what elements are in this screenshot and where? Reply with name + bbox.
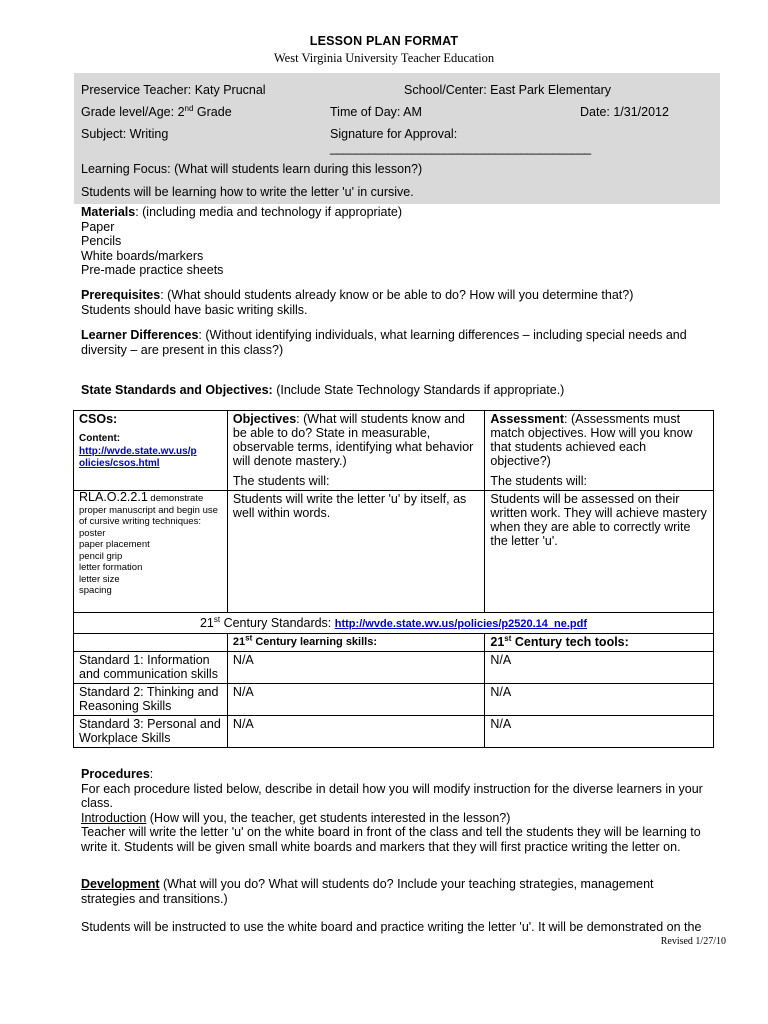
prerequisites-note: : (What should students already know or be able to do? How will you determine that?) — [160, 288, 634, 302]
materials-section — [81, 205, 402, 278]
tools-heading — [485, 634, 714, 652]
assessment-text-cell: Students will be assessed on their written work. They will achieve mastery when they are able to correctly write the letter 'u'. — [485, 491, 714, 613]
standard-label: Standard 2: Thinking and Reasoning Skills — [74, 684, 228, 716]
tools-head-text: Century tech tools: — [511, 635, 629, 649]
state-standards-note: (Include State Technology Standards if appropriate.) — [272, 383, 565, 397]
rla-code: RLA.O.2.2.1 — [79, 490, 148, 504]
introduction-text: Teacher will write the letter 'u' on the white board in front of the class and tell the students they will be learning to — [81, 825, 701, 839]
procedures-intro-2: class. — [81, 796, 113, 810]
century-standards-cell — [74, 613, 714, 634]
c21-sup: st — [213, 614, 221, 624]
objectives-heading: Objectives — [232, 412, 297, 426]
objectives-will: The students will: — [232, 474, 330, 488]
prerequisites-section — [81, 288, 633, 317]
csos-heading: CSOs: — [79, 412, 118, 426]
procedures-intro: For each procedure listed below, describe in detail how you will modify instruction for the diverse learners in your — [81, 781, 703, 796]
development-section — [81, 877, 654, 906]
c21-link[interactable]: http://wvde.state.wv.us/policies/p2520.14_ne.pdf — [334, 618, 588, 630]
skills-heading — [227, 634, 484, 652]
signature-line[interactable]: _________________________________________ — [330, 141, 591, 155]
development-text: Students will be instructed to use the white board and practice writing the letter 'u'. It will be demonstrated on the — [81, 920, 702, 934]
list-item: spacing — [79, 585, 112, 596]
procedures-label: Procedures — [81, 767, 150, 781]
signature-label: Signature for Approval: — [330, 127, 458, 141]
materials-item: Paper — [81, 219, 115, 234]
assessment-will: The students will: — [490, 474, 587, 488]
objectives-note: : (What will students know and be able to do? State in measurable, observable terms, identifying what behavior will denote mastery.) — [232, 412, 474, 468]
c21-label: Century Standards: — [220, 616, 335, 630]
table-row — [74, 652, 714, 684]
school-field: School/Center: East Park Elementary — [404, 83, 612, 97]
materials-item: Pencils — [81, 234, 122, 248]
development-label: Development — [81, 877, 160, 891]
csos-cell — [74, 411, 228, 491]
date-field: Date: 1/31/2012 — [580, 105, 669, 119]
assessment-heading: Assessment — [490, 412, 565, 426]
table-header-row — [74, 411, 714, 491]
document-subtitle: West Virginia University Teacher Education — [273, 51, 495, 65]
list-item: poster — [79, 527, 106, 539]
list-item: pencil grip — [79, 550, 123, 562]
skills-value: N/A — [227, 716, 484, 748]
rla-description: demonstrate proper manuscript and begin use of cursive writing techniques: — [79, 493, 218, 527]
tools-value: N/A — [485, 652, 714, 684]
grade-prefix: Grade level/Age: 2 — [81, 105, 185, 119]
table-row — [74, 491, 714, 613]
skills-value: N/A — [227, 684, 484, 716]
learning-focus-answer: Students will be learning how to write the letter 'u' in cursive. — [81, 185, 414, 199]
standard-label: Standard 3: Personal and Workplace Skills — [74, 716, 228, 748]
grade-field — [81, 105, 232, 119]
c21-sup: st — [504, 633, 512, 643]
table-row — [74, 716, 714, 748]
table-row — [74, 684, 714, 716]
c21-prefix: 21 — [199, 616, 214, 630]
state-standards-label: State Standards and Objectives: — [81, 383, 273, 397]
materials-item: White boards/markers — [81, 248, 204, 263]
materials-item: Pre-made practice sheets — [81, 263, 224, 277]
time-field: Time of Day: AM — [330, 105, 422, 119]
subject-field: Subject: Writing — [81, 127, 169, 141]
introduction-text-2: write it. Students will be given small white boards and markers that they will first practice writing the letter on. — [81, 839, 681, 854]
c21-sup: st — [245, 633, 253, 643]
skills-head-text: Century learning skills: — [252, 636, 377, 648]
c21-prefix: 21 — [490, 635, 505, 649]
standards-table — [73, 410, 714, 748]
empty-cell — [74, 634, 228, 652]
teacher-field: Preservice Teacher: Katy Prucnal — [81, 83, 266, 97]
development-note: (What will you do? What will students do? Include your teaching strategies, management — [159, 877, 654, 891]
document-title: LESSON PLAN FORMAT — [309, 34, 459, 48]
c21-prefix: 21 — [232, 636, 246, 648]
materials-label: Materials — [81, 205, 136, 219]
list-item: letter size — [79, 573, 120, 585]
introduction-label: Introduction — [81, 810, 147, 825]
content-label: Content: — [79, 433, 121, 444]
objective-text-cell: Students will write the letter 'u' by itself, as well within words. — [227, 491, 484, 613]
state-standards-heading — [81, 383, 564, 398]
assessment-cell — [485, 411, 714, 491]
grade-sup: nd — [184, 103, 194, 113]
procedures-section — [81, 767, 703, 854]
objectives-cell — [227, 411, 484, 491]
prerequisites-label: Prerequisites — [81, 288, 161, 302]
revised-date: Revised 1/27/10 — [660, 936, 726, 947]
assessment-note: : (Assessments must match objectives. How will you know that students achieved each objective?) — [490, 412, 693, 468]
tools-value: N/A — [485, 684, 714, 716]
century-standards-row — [74, 613, 714, 634]
prerequisites-answer: Students should have basic writing skills. — [81, 302, 308, 317]
grade-suffix: Grade — [193, 105, 232, 119]
tools-value: N/A — [485, 716, 714, 748]
learner-differences-note-2: diversity – are present in this class?) — [81, 342, 284, 357]
introduction-note: (How will you, the teacher, get students interested in the lesson?) — [146, 810, 511, 825]
century-header-row — [74, 634, 714, 652]
rla-cell — [74, 491, 228, 613]
skills-value: N/A — [227, 652, 484, 684]
materials-note: : (including media and technology if appropriate) — [135, 205, 403, 219]
csos-link-2[interactable]: olicies/csos.html — [79, 458, 160, 469]
learner-differences-section — [81, 328, 687, 357]
standard-label: Standard 1: Information and communication skills — [74, 652, 228, 684]
development-note-2: strategies and transitions.) — [81, 891, 228, 906]
list-item: letter formation — [79, 562, 143, 573]
learning-focus-question: Learning Focus: (What will students learn during this lesson?) — [81, 162, 423, 176]
learner-differences-label: Learner Differences — [81, 328, 199, 342]
learner-differences-note: : (Without identifying individuals, what learning differences – including special needs and — [198, 328, 687, 342]
procedures-colon: : — [149, 767, 154, 781]
csos-link[interactable]: http://wvde.state.wv.us/p — [79, 446, 197, 457]
list-item: paper placement — [79, 539, 150, 550]
